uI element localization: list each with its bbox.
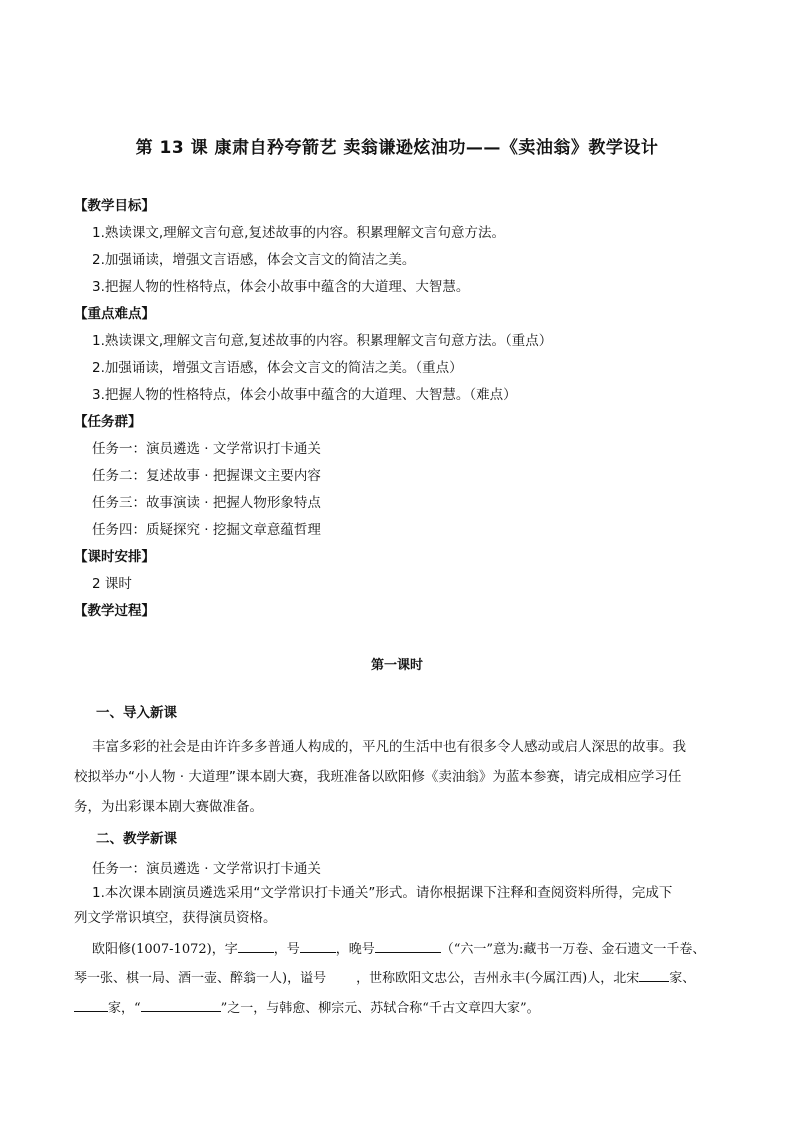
fill-text: ，号	[273, 942, 300, 957]
section-heading-schedule: 【课时安排】	[74, 549, 155, 565]
fill-line-3	[74, 998, 540, 1018]
part-heading-new-lesson: 二、教学新课	[96, 831, 177, 847]
task-item: 任务二：复述故事 · 把握课文主要内容	[92, 468, 321, 484]
goal-item: 3.把握人物的性格特点，体会小故事中蕴含的大道理、大智慧。	[92, 279, 470, 295]
section-heading-process: 【教学过程】	[74, 603, 155, 619]
goal-item: 2.加强诵读，增强文言语感，体会文言文的简洁之美。	[92, 252, 416, 268]
task-item: 任务四：质疑探究 · 挖掘文章意蕴哲理	[92, 522, 321, 538]
task-item: 任务三：故事演读 · 把握人物形象特点	[92, 495, 321, 511]
intro-paragraph-line: 校拟举办“小人物 · 大道理”课本剧大赛，我班准备以欧阳修《卖油翁》为蓝本参赛，请完成相应学习任	[74, 769, 682, 785]
instruction-line: 1.本次课本剧演员遴选采用“文学常识打卡通关”形式。请你根据课下注释和查阅资料所得，完成下	[92, 885, 673, 901]
fill-blank-role-1[interactable]	[639, 968, 669, 982]
fill-text: ”之一，与韩愈、柳宗元、苏轼合称“千古文章四大家”。	[220, 1001, 540, 1016]
fill-text: ，世称欧阳文忠公，吉州永丰(今属江西)人，北宋	[356, 971, 640, 986]
section-heading-key-points: 【重点难点】	[74, 306, 155, 322]
fill-text: （“六一”意为:藏书一万卷、金石遗文一千卷、	[440, 942, 706, 957]
fill-text: 欧阳修(1007-1072)，字	[92, 942, 238, 957]
lesson-title: 第一课时	[370, 658, 423, 673]
intro-paragraph-line: 丰富多彩的社会是由许许多多普通人构成的，平凡的生活中也有很多令人感动或启人深思的故事。我	[92, 739, 686, 755]
section-heading-tasks: 【任务群】	[74, 414, 142, 430]
key-point-item: 2.加强诵读，增强文言语感，体会文言文的简洁之美。（重点）	[92, 360, 463, 376]
fill-blank-pseudonym[interactable]	[300, 939, 336, 953]
fill-text: ，晚号	[335, 942, 375, 957]
task1-label: 任务一：演员遴选 · 文学常识打卡通关	[92, 861, 321, 877]
intro-paragraph-line: 务，为出彩课本剧大赛做准备。	[74, 799, 263, 815]
task-item: 任务一：演员遴选 · 文学常识打卡通关	[92, 441, 321, 457]
fill-line-2	[74, 968, 695, 988]
fill-line-1	[92, 939, 705, 959]
fill-blank-late-pseudonym[interactable]	[375, 939, 441, 953]
fill-blank-role-2[interactable]	[74, 998, 108, 1012]
key-point-item: 1.熟读课文,理解文言句意,复述故事的内容。积累理解文言句意方法。（重点）	[92, 333, 553, 349]
section-heading-goals: 【教学目标】	[74, 198, 155, 214]
part-heading-intro: 一、导入新课	[96, 705, 177, 721]
fill-blank-group[interactable]	[141, 998, 221, 1012]
fill-text: 家、	[669, 971, 696, 986]
schedule-value: 2 课时	[92, 576, 132, 592]
document-title: 第 13 课 康肃自矜夸箭艺 卖翁谦逊炫油功——《卖油翁》教学设计	[135, 138, 659, 158]
fill-text: 家，“	[108, 1001, 141, 1016]
key-point-item: 3.把握人物的性格特点，体会小故事中蕴含的大道理、大智慧。（难点）	[92, 387, 517, 403]
fill-blank-courtesy-name[interactable]	[238, 939, 274, 953]
fill-text: 琴一张、棋一局、酒一壶、醉翁一人)，谥号	[74, 971, 327, 986]
goal-item: 1.熟读课文,理解文言句意,复述故事的内容。积累理解文言句意方法。	[92, 225, 505, 241]
instruction-line: 列文学常识填空，获得演员资格。	[74, 910, 277, 926]
